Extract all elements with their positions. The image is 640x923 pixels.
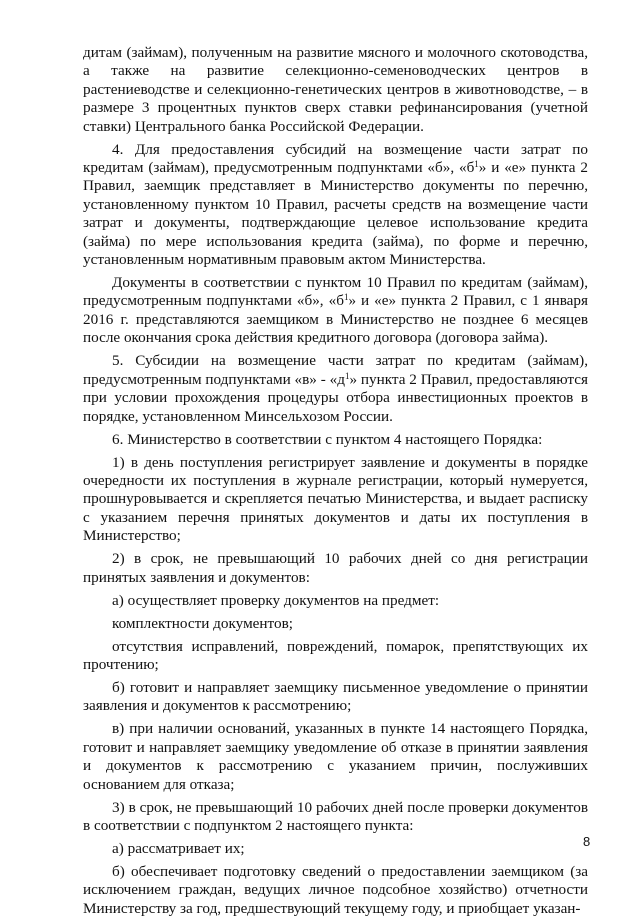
paragraph	[83, 840, 588, 858]
paragraph	[83, 679, 588, 716]
page-number: 8	[583, 834, 591, 849]
paragraph	[83, 615, 588, 633]
paragraph	[83, 141, 588, 270]
text-run: » и «е» пункта 2 Правил, с 1 января 2016 г. представляются заемщиком в Министерство не позднее 6 месяцев после окончания срока действия кредитного договора (договора займа).	[83, 292, 588, 347]
paragraph	[83, 863, 588, 918]
paragraph	[83, 352, 588, 426]
paragraph	[83, 44, 588, 136]
paragraph	[83, 274, 588, 348]
text-run: б) обеспечивает подготовку сведений о предоставлении заемщиком (за исключением граждан, ведущих личное подсобное хозяйство) отчетности Министерству за год, предшествующий текущему году, и приобщает указан-	[83, 862, 588, 917]
superscript: 1	[343, 292, 349, 303]
paragraph	[83, 799, 588, 836]
text-run: » и «е» пункта 2 Правил, заемщик представляет в Министерство документы по перечню, установленному пунктом 10 Правил, расчеты средств на возмещение части затрат и документы, подтверждающие целевое использование кредита (займа) по мере использования кредита (займа), по форме и перечню, установленным нормативным правовым актом Министерства.	[83, 159, 588, 269]
text-run: комплектности документов;	[112, 614, 293, 632]
text-run: в) при наличии оснований, указанных в пункте 14 настоящего Порядка, готовит и направляет заемщику уведомление об отказе в принятии заявления и документов к рассмотрению с указанием причин, послуживших основанием для отказа;	[83, 720, 588, 793]
text-run: » пункта 2 Правил, предоставляются при условии прохождения процедуры отбора инвестиционных проектов в порядке, установленном Минсельхозом России.	[83, 370, 588, 425]
paragraph	[83, 550, 588, 587]
text-run: отсутствия исправлений, повреждений, помарок, препятствующих их прочтению;	[83, 637, 588, 673]
paragraph	[83, 592, 588, 610]
paragraph	[83, 454, 588, 546]
text-run: а) рассматривает их;	[112, 839, 245, 857]
text-run: 2) в срок, не превышающий 10 рабочих дней со дня регистрации принятых заявления и документов:	[83, 550, 588, 586]
paragraph	[83, 720, 588, 794]
text-run: Документы в соответствии с пунктом 10 Правил по кредитам (займам), предусмотренным подпунктами «б», «б	[83, 274, 588, 310]
superscript: 1	[474, 159, 479, 170]
text-run: б) готовит и направляет заемщику письменное уведомление о принятии заявления и документов к рассмотрению;	[83, 678, 588, 715]
text-run: 4. Для предоставления субсидий на возмещение части затрат по кредитам (займам), предусмотренным подпунктами «б», «б	[83, 140, 588, 177]
text-run: 1) в день поступления регистрирует заявление и документы в порядке очередности их поступления в журнале регистрации, который нумеруется, прошнуровывается и скрепляется печатью Министерства, и выдает расписку с указанием перечня принятых документов и даты их поступления в Министерство;	[83, 453, 588, 545]
text-run: а) осуществляет проверку документов на предмет:	[112, 591, 440, 609]
paragraph	[83, 638, 588, 675]
text-run: 3) в срок, не превышающий 10 рабочих дней после проверки документов в соответствии с подпунктом 2 настоящего пункта:	[83, 798, 588, 834]
paragraph	[83, 431, 588, 449]
superscript: 1	[344, 370, 350, 381]
text-run: 6. Министерство в соответствии с пунктом 4 настоящего Порядка:	[112, 430, 543, 448]
text-run: дитам (займам), полученным на развитие мясного и молочного скотоводства, а также на развитие селекционно-семеноводческих центров в растениеводстве и селекционно-генетических центров в животноводстве, – в размере 3 процентных пунктов сверх ставки рефинансирования (учетной ставки) Центрального банка Российской Федерации.	[83, 44, 588, 135]
text-run: 5. Субсидии на возмещение части затрат по кредитам (займам), предусмотренным подпунктами «в» - «д	[83, 352, 588, 388]
document-body	[83, 44, 591, 923]
